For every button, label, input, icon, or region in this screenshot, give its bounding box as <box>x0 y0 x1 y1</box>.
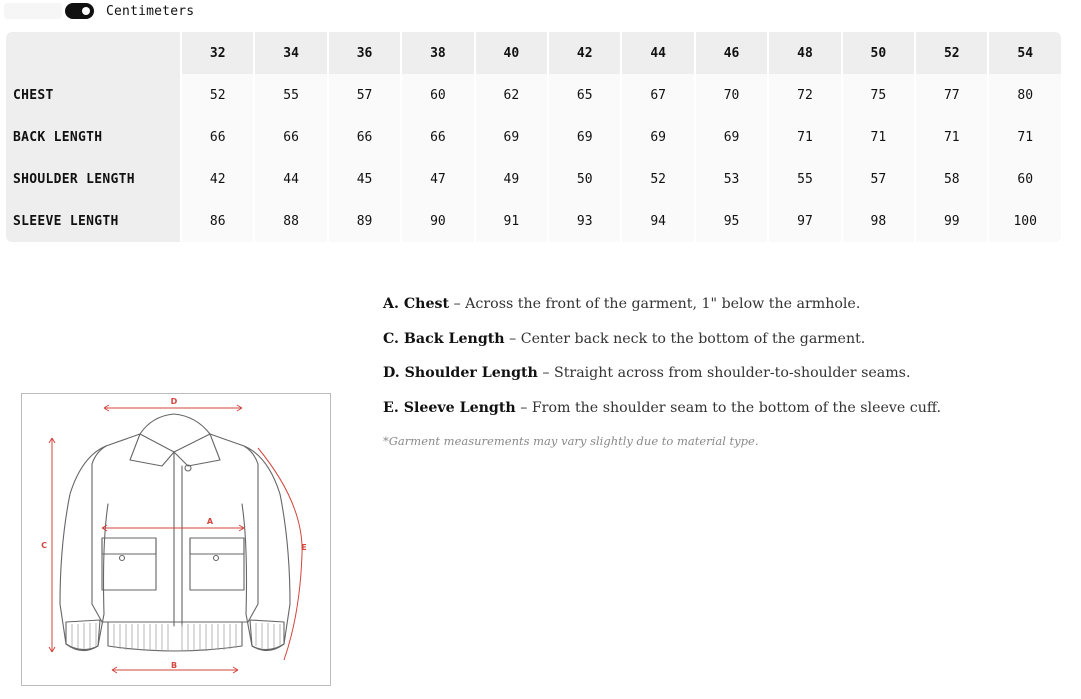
table-cell: 62 <box>476 74 547 116</box>
table-cell: 66 <box>329 116 400 158</box>
table-row-back-length <box>6 116 1061 158</box>
size-header-row <box>6 32 1061 74</box>
table-cell: 100 <box>989 200 1061 242</box>
table-cell: 57 <box>329 74 400 116</box>
table-cell: 71 <box>916 116 987 158</box>
table-cell: 71 <box>769 116 840 158</box>
legend-desc: – From the shoulder seam to the bottom of the sleeve cuff. <box>515 400 941 417</box>
legend-term: A. Chest <box>383 296 450 312</box>
size-header: 46 <box>696 32 767 74</box>
legend-desc: – Straight across from shoulder-to-shoulder seams. <box>537 365 911 382</box>
legend-term: D. Shoulder Length <box>383 365 538 382</box>
inches-option[interactable] <box>4 3 62 19</box>
row-label: SLEEVE LENGTH <box>6 200 180 242</box>
table-cell: 66 <box>402 116 473 158</box>
table-cell: 57 <box>843 158 914 200</box>
table-cell: 60 <box>989 158 1061 200</box>
size-header: 54 <box>989 32 1061 74</box>
size-header: 52 <box>916 32 987 74</box>
table-cell: 52 <box>182 74 253 116</box>
legend-item <box>383 362 1063 397</box>
table-cell: 71 <box>843 116 914 158</box>
table-cell: 70 <box>696 74 767 116</box>
table-cell: 66 <box>255 116 326 158</box>
measurement-note: *Garment measurements may vary slightly due to material type. <box>383 433 759 448</box>
table-cell: 42 <box>182 158 253 200</box>
size-header: 34 <box>255 32 326 74</box>
measurement-legend <box>383 293 1063 450</box>
table-cell: 47 <box>402 158 473 200</box>
table-cell: 69 <box>476 116 547 158</box>
legend-desc: – Center back neck to the bottom of the garment. <box>504 330 866 347</box>
size-header: 44 <box>622 32 693 74</box>
diagram-label-c: C <box>41 541 47 550</box>
unit-toggle-switch[interactable] <box>65 3 94 19</box>
toggle-knob <box>82 7 90 15</box>
table-cell: 80 <box>989 74 1061 116</box>
diagram-label-a: A <box>206 517 214 526</box>
table-row-sleeve-length <box>6 200 1061 242</box>
table-cell: 69 <box>549 116 620 158</box>
table-cell: 65 <box>549 74 620 116</box>
size-header: 40 <box>476 32 547 74</box>
jacket-measurement-diagram <box>21 393 331 686</box>
table-cell: 97 <box>769 200 840 242</box>
table-row-chest <box>6 74 1061 116</box>
row-label: CHEST <box>6 74 180 116</box>
legend-item <box>383 397 1063 432</box>
table-cell: 52 <box>622 158 693 200</box>
diagram-label-e: E <box>301 543 307 552</box>
table-cell: 49 <box>476 158 547 200</box>
table-cell: 66 <box>182 116 253 158</box>
table-cell: 67 <box>622 74 693 116</box>
table-row-shoulder-length <box>6 158 1061 200</box>
size-header: 42 <box>549 32 620 74</box>
diagram-label-d: D <box>170 397 178 406</box>
table-cell: 77 <box>916 74 987 116</box>
unit-toggle-row <box>4 2 194 20</box>
table-cell: 99 <box>916 200 987 242</box>
table-cell: 89 <box>329 200 400 242</box>
table-cell: 44 <box>255 158 326 200</box>
legend-desc: – Across the front of the garment, 1" below the armhole. <box>449 296 861 312</box>
corner-cell <box>6 32 180 74</box>
legend-term: E. Sleeve Length <box>383 400 516 417</box>
legend-item <box>383 293 1063 328</box>
size-header: 36 <box>329 32 400 74</box>
unit-toggle-label[interactable]: Centimeters <box>106 3 195 19</box>
table-cell: 50 <box>549 158 620 200</box>
size-header: 38 <box>402 32 473 74</box>
table-cell: 90 <box>402 200 473 242</box>
row-label: BACK LENGTH <box>6 116 180 158</box>
table-cell: 71 <box>989 116 1061 158</box>
row-label: SHOULDER LENGTH <box>6 158 180 200</box>
table-cell: 88 <box>255 200 326 242</box>
table-cell: 98 <box>843 200 914 242</box>
size-header: 32 <box>182 32 253 74</box>
table-cell: 60 <box>402 74 473 116</box>
legend-item <box>383 328 1063 363</box>
diagram-label-b: B <box>170 661 178 670</box>
jacket-illustration <box>22 394 332 687</box>
table-cell: 69 <box>622 116 693 158</box>
table-cell: 94 <box>622 200 693 242</box>
table-cell: 45 <box>329 158 400 200</box>
table-cell: 53 <box>696 158 767 200</box>
table-cell: 58 <box>916 158 987 200</box>
table-cell: 55 <box>769 158 840 200</box>
table-cell: 86 <box>182 200 253 242</box>
table-cell: 69 <box>696 116 767 158</box>
size-header: 48 <box>769 32 840 74</box>
size-chart-table <box>4 32 1063 242</box>
table-cell: 55 <box>255 74 326 116</box>
legend-term: C. Back Length <box>383 330 505 347</box>
table-cell: 75 <box>843 74 914 116</box>
size-header: 50 <box>843 32 914 74</box>
table-cell: 91 <box>476 200 547 242</box>
table-cell: 72 <box>769 74 840 116</box>
table-cell: 93 <box>549 200 620 242</box>
table-cell: 95 <box>696 200 767 242</box>
